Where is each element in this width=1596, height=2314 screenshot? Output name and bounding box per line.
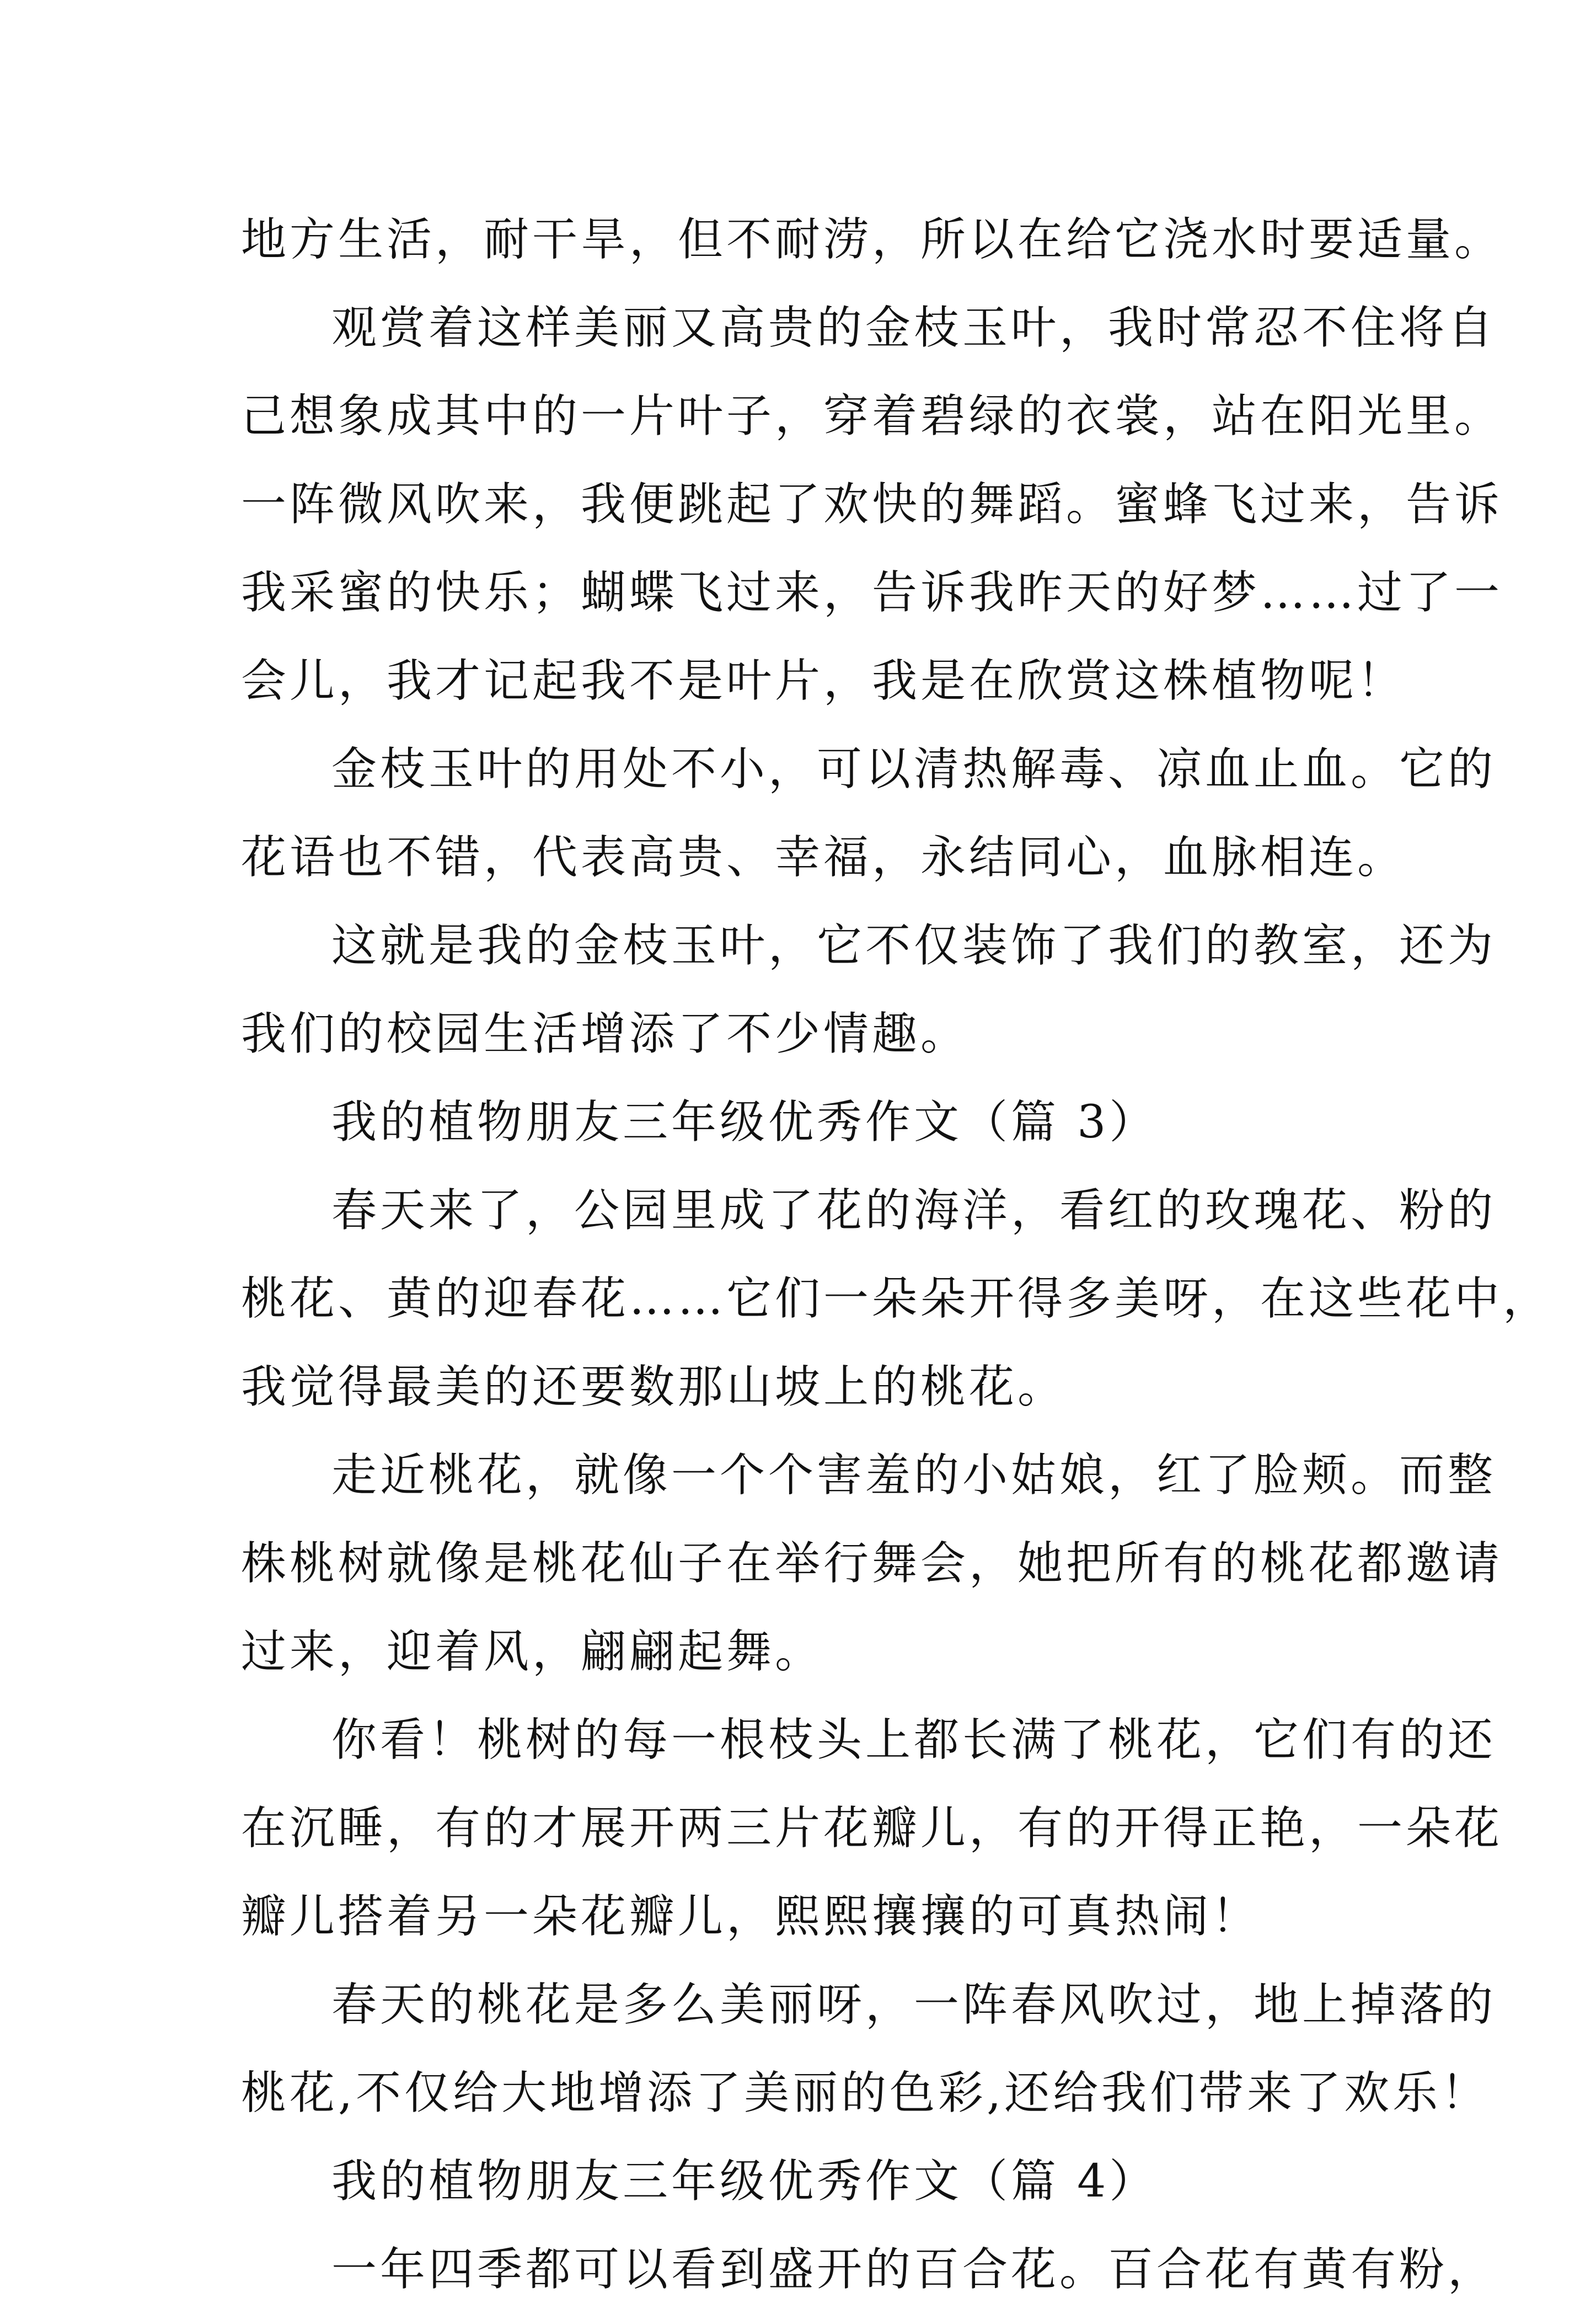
paragraph-first-line: 你看！桃树的每一根枝头上都长满了桃花，它们有的还 (331, 1714, 1497, 1766)
text-line: 会儿，我才记起我不是叶片，我是在欣赏这株植物呢！ (241, 655, 1406, 707)
paragraph-first-line: 金枝玉叶的用处不小，可以清热解毒、凉血止血。它的 (331, 743, 1497, 795)
paragraph-first-line: 一年四季都可以看到盛开的百合花。百合花有黄有粉， (331, 2243, 1497, 2296)
text-line: 己想象成其中的一片叶子，穿着碧绿的衣裳，站在阳光里。 (241, 390, 1503, 442)
text-line: 我觉得最美的还要数那山坡上的桃花。 (241, 1361, 1067, 1413)
text-line: 在沉睡，有的才展开两三片花瓣儿，有的开得正艳，一朵花 (241, 1802, 1503, 1855)
section-heading: 我的植物朋友三年级优秀作文（篇 4） (331, 2155, 1158, 2208)
text-line: 我们的校园生活增添了不少情趣。 (241, 1008, 970, 1060)
text-line: 我采蜜的快乐；蝴蝶飞过来，告诉我昨天的好梦……过了一 (241, 567, 1503, 619)
paragraph-first-line: 走近桃花，就像一个个害羞的小姑娘，红了脸颊。而整 (331, 1449, 1497, 1501)
text-line: 花语也不错，代表高贵、幸福，永结同心，血脉相连。 (241, 831, 1406, 884)
paragraph-first-line: 观赏着这样美丽又高贵的金枝玉叶，我时常忍不住将自 (331, 302, 1497, 354)
text-line: 桃花,不仅给大地增添了美丽的色彩,还给我们带来了欢乐！ (241, 2067, 1490, 2119)
text-line: 一阵微风吹来，我便跳起了欢快的舞蹈。蜜蜂飞过来，告诉 (241, 478, 1503, 531)
text-line: 地方生活，耐干旱，但不耐涝，所以在给它浇水时要适量。 (241, 213, 1503, 266)
essay-body (241, 196, 1552, 2314)
text-line: 过来，迎着风，翩翩起舞。 (241, 1626, 824, 1678)
section-heading: 我的植物朋友三年级优秀作文（篇 3） (331, 1096, 1158, 1148)
text-line: 瓣儿搭着另一朵花瓣儿，熙熙攘攘的可真热闹！ (241, 1890, 1261, 1943)
text-line: 桃花、黄的迎春花……它们一朵朵开得多美呀，在这些花中， (241, 1273, 1552, 1325)
paragraph-first-line: 这就是我的金枝玉叶，它不仅装饰了我们的教室，还为 (331, 920, 1497, 972)
text-line: 株桃树就像是桃花仙子在举行舞会，她把所有的桃花都邀请 (241, 1537, 1503, 1590)
paragraph-first-line: 春天来了，公园里成了花的海洋，看红的玫瑰花、粉的 (331, 1184, 1497, 1237)
paragraph-first-line: 春天的桃花是多么美丽呀，一阵春风吹过，地上掉落的 (331, 1979, 1497, 2031)
